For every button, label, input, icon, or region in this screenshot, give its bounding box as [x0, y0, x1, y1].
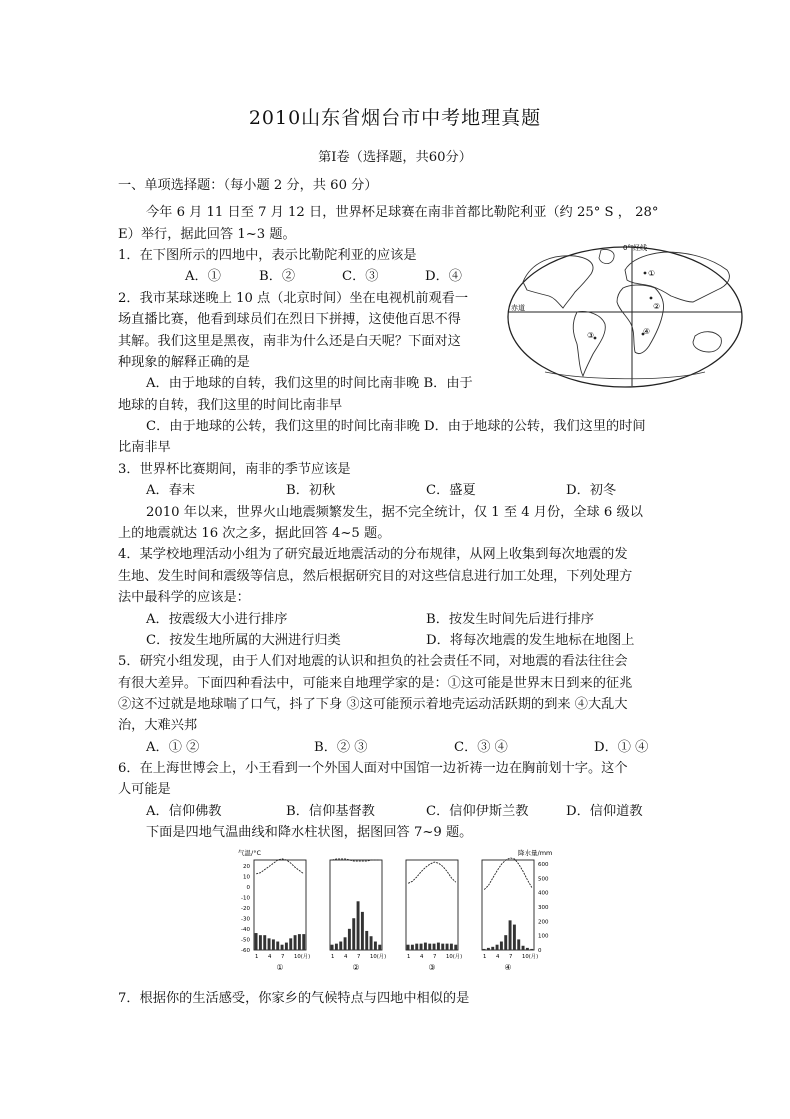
q4-option-d: D．将每次地震的发生地标在地图上	[426, 633, 635, 648]
q5-option-b: B．② ③	[314, 740, 368, 755]
month-tick-label: 10(月)	[446, 954, 463, 960]
temp-tick-label: -20	[241, 906, 250, 912]
intro-3: 下面是四地气温曲线和降水柱状图，据图回答 7~9 题。	[146, 825, 473, 840]
q2-line-6: 地球的自转，我们这里的时间比南非早	[118, 398, 343, 413]
map-marker-4: ④	[643, 327, 651, 336]
month-tick-label: 7	[357, 954, 361, 960]
precip-bar	[365, 931, 368, 950]
precip-bar	[487, 948, 490, 950]
precip-bar	[276, 942, 279, 950]
precip-bar	[352, 918, 355, 950]
intro-2-line-1: 2010 年以来，世界火山地震频繁发生，据不完全统计，仅 1 至 4 月份，全球 6 级以	[146, 505, 643, 520]
precip-bar	[526, 948, 529, 950]
precip-bar	[289, 938, 292, 950]
precip-bar	[268, 938, 271, 950]
precip-bar	[272, 939, 275, 950]
q2-line-3: 其解。我们这里是黑夜，南非为什么还是白天呢？下面对这	[118, 334, 461, 349]
precip-bar	[491, 947, 494, 950]
precip-axis-label: 降水量/mm	[518, 849, 553, 857]
month-tick-label: 1	[407, 954, 411, 960]
q1-option-b: B．②	[259, 269, 296, 284]
precip-bar	[378, 945, 381, 950]
q6-option-a: A．信仰佛教	[146, 804, 222, 819]
chart-caption: ④	[504, 963, 512, 972]
temp-tick-label: -50	[241, 937, 250, 944]
month-tick-label: 1	[255, 954, 259, 960]
q1-option-a: A．①	[185, 269, 221, 284]
month-tick-label: 1	[483, 954, 487, 960]
q3-option-b: B．初秋	[286, 483, 336, 498]
precip-tick-label: 200	[538, 919, 549, 926]
precip-bar	[415, 944, 418, 950]
precip-bar	[500, 942, 503, 950]
precip-bar	[285, 943, 288, 950]
month-tick-label: 1	[331, 954, 335, 960]
precip-bar	[294, 935, 297, 950]
precip-bar	[331, 945, 334, 950]
temp-tick-label: 20	[243, 864, 250, 870]
month-tick-label: 4	[344, 954, 348, 960]
precip-bar	[344, 937, 347, 950]
precip-bar	[454, 945, 457, 950]
precip-bar	[522, 946, 525, 950]
chart-caption: ①	[276, 963, 284, 972]
q5-option-d: D．① ④	[594, 740, 649, 755]
chart-caption: ②	[352, 963, 360, 972]
q4-line-1: 4．某学校地理活动小组为了研究最近地震活动的分布规律，从网上收集到每次地震的发	[118, 547, 628, 562]
chart-frame	[330, 860, 382, 950]
q6-option-b: B．信仰基督教	[286, 804, 375, 819]
precip-bar	[259, 935, 262, 950]
q4-option-c: C．按发生地所属的大洲进行归类	[146, 633, 341, 648]
q7-stem: 7．根据你的生活感受，你家乡的气候特点与四地中相似的是	[118, 991, 470, 1006]
q5-option-a: A．① ②	[146, 740, 200, 755]
temp-line	[484, 858, 532, 890]
chart-frame	[482, 860, 534, 950]
equator-label: 赤道	[511, 304, 525, 312]
precip-bar	[361, 912, 364, 950]
q1-option-d: D．④	[425, 269, 462, 284]
month-tick-label: 10(月)	[294, 954, 311, 960]
precip-bar	[424, 943, 427, 950]
precip-bar	[357, 901, 360, 950]
q3-option-a: A．春末	[146, 483, 196, 498]
precip-tick-label: 400	[538, 890, 549, 897]
precip-bar	[433, 944, 436, 950]
q5-line-2: 有很大差异。下面四种看法中，可能来自地理学家的是：①这可能是世界末日到来的征兆	[118, 676, 633, 691]
precip-bar	[504, 935, 507, 950]
q4-option-b: B．按发生时间先后进行排序	[426, 612, 594, 627]
temp-line	[256, 859, 304, 874]
q5-line-4: 治，大难兴邦	[118, 718, 198, 733]
precip-bar	[420, 944, 423, 950]
precip-bar	[407, 945, 410, 950]
q2-line-2: 场直播比赛，他看到球员们在烈日下拼搏，这使他百思不得	[118, 312, 461, 327]
precip-tick-label: 100	[538, 933, 549, 940]
precip-bar	[255, 933, 258, 950]
temp-axis-label: 气温/°C	[238, 849, 261, 857]
precip-tick-label: 600	[538, 862, 549, 868]
q6-line-2: 人可能是	[118, 782, 171, 797]
precip-bar	[335, 944, 338, 950]
q2-line-8: 比南非早	[118, 440, 171, 455]
precip-bar	[530, 949, 533, 950]
q3-stem: 3．世界杯比赛期间，南非的季节应该是	[118, 462, 351, 477]
q4-option-a: A．按震级大小进行排序	[146, 612, 288, 627]
precip-bar	[302, 934, 305, 950]
precip-bar	[281, 945, 284, 950]
precip-tick-label: 500	[538, 876, 549, 883]
precip-bar	[339, 942, 342, 950]
q4-line-2: 生地、发生时间和震级等信息，然后根据研究目的对这些信息进行加工处理，下列处理方	[118, 569, 633, 584]
q5-line-3: ②这不过就是地球喘了口气，抖了下身 ③这可能预示着地壳运动活跃期的到来 ④大乱大	[118, 697, 628, 712]
intro-2-line-2: 上的地震就达 16 次之多，据此回答 4~5 题。	[118, 526, 391, 541]
precip-bar	[513, 925, 516, 950]
q2-line-7: C．由于地球的公转，我们这里的时间比南非晚 D．由于地球的公转，我们这里的时间	[146, 419, 646, 434]
precip-tick-label: 0	[538, 948, 542, 954]
page-title: 2010山东省烟台市中考地理真题	[248, 107, 542, 129]
month-tick-label: 7	[509, 954, 513, 960]
precip-bar	[441, 944, 444, 950]
temp-tick-label: -40	[241, 927, 250, 933]
temp-tick-label: 10	[243, 874, 250, 881]
q3-option-c: C．盛夏	[426, 483, 476, 498]
precip-bar	[509, 920, 512, 950]
precip-bar	[411, 945, 414, 950]
temp-tick-label: -60	[241, 948, 250, 954]
month-tick-label: 7	[281, 954, 285, 960]
q3-option-d: D．初冬	[566, 483, 617, 498]
precip-bar	[298, 934, 301, 950]
section-heading: 一、单项选择题：（每小题 2 分，共 60 分）	[118, 178, 378, 193]
map-marker-1: ①	[648, 269, 656, 278]
q4-line-3: 法中最科学的应该是：	[118, 590, 250, 605]
q6-line-1: 6．在上海世博会上，小王看到一个外国人面对中国馆一边祈祷一边在胸前划十字。这个	[118, 761, 628, 776]
precip-bar	[446, 944, 449, 950]
precip-bar	[496, 945, 499, 950]
month-tick-label: 10(月)	[522, 954, 539, 960]
month-tick-label: 4	[268, 954, 272, 960]
month-tick-label: 4	[420, 954, 424, 960]
map-marker-3: ③	[587, 331, 595, 340]
world-map	[505, 240, 745, 392]
section-subtitle: 第Ⅰ卷（选择题，共60分）	[318, 150, 472, 165]
q5-option-c: C．③ ④	[454, 740, 508, 755]
month-tick-label: 10(月)	[370, 954, 387, 960]
precip-bar	[348, 929, 351, 950]
map-outline	[508, 247, 742, 387]
precip-bar	[263, 935, 266, 950]
chart-caption: ③	[428, 963, 436, 972]
climate-charts	[232, 846, 562, 978]
meridian-label: 0° 经线	[623, 244, 648, 252]
q1-stem: 1．在下图所示的四地中，表示比勒陀利亚的应该是	[118, 248, 417, 263]
temp-tick-label: -10	[241, 895, 250, 902]
precip-bar	[374, 942, 377, 950]
map-marker-2: ②	[653, 302, 661, 311]
q2-line-5: A．由于地球的自转，我们这里的时间比南非晚 B．由于	[146, 376, 473, 391]
intro-1-line-1: 今年 6 月 11 日至 7 月 12 日，世界杯足球赛在南非首都比勒陀利亚（约 25° S ， 28°	[146, 205, 659, 220]
temp-tick-label: -30	[241, 916, 250, 923]
precip-bar	[450, 944, 453, 950]
intro-1-line-2: E）举行，据此回答 1~3 题。	[118, 227, 296, 242]
q6-option-c: C．信仰伊斯兰教	[426, 804, 529, 819]
month-tick-label: 4	[496, 954, 500, 960]
precip-bar	[437, 943, 440, 950]
temp-line	[408, 862, 456, 883]
month-tick-label: 7	[433, 954, 437, 960]
q2-line-4: 种现象的解释正确的是	[118, 355, 250, 370]
temp-tick-label: 0	[246, 885, 250, 891]
q6-option-d: D．信仰道教	[566, 804, 643, 819]
q1-option-c: C．③	[342, 269, 379, 284]
precip-bar	[517, 939, 520, 950]
chart-frame	[406, 860, 458, 950]
precip-bar	[370, 936, 373, 950]
precip-bar	[428, 944, 431, 950]
precip-bar	[483, 949, 486, 950]
q5-line-1: 5．研究小组发现，由于人们对地震的认识和担负的社会责任不同，对地震的看法往往会	[118, 654, 628, 669]
precip-tick-label: 300	[538, 905, 549, 911]
q2-line-1: 2．我市某球迷晚上 10 点（北京时间）坐在电视机前观看一	[118, 291, 469, 306]
